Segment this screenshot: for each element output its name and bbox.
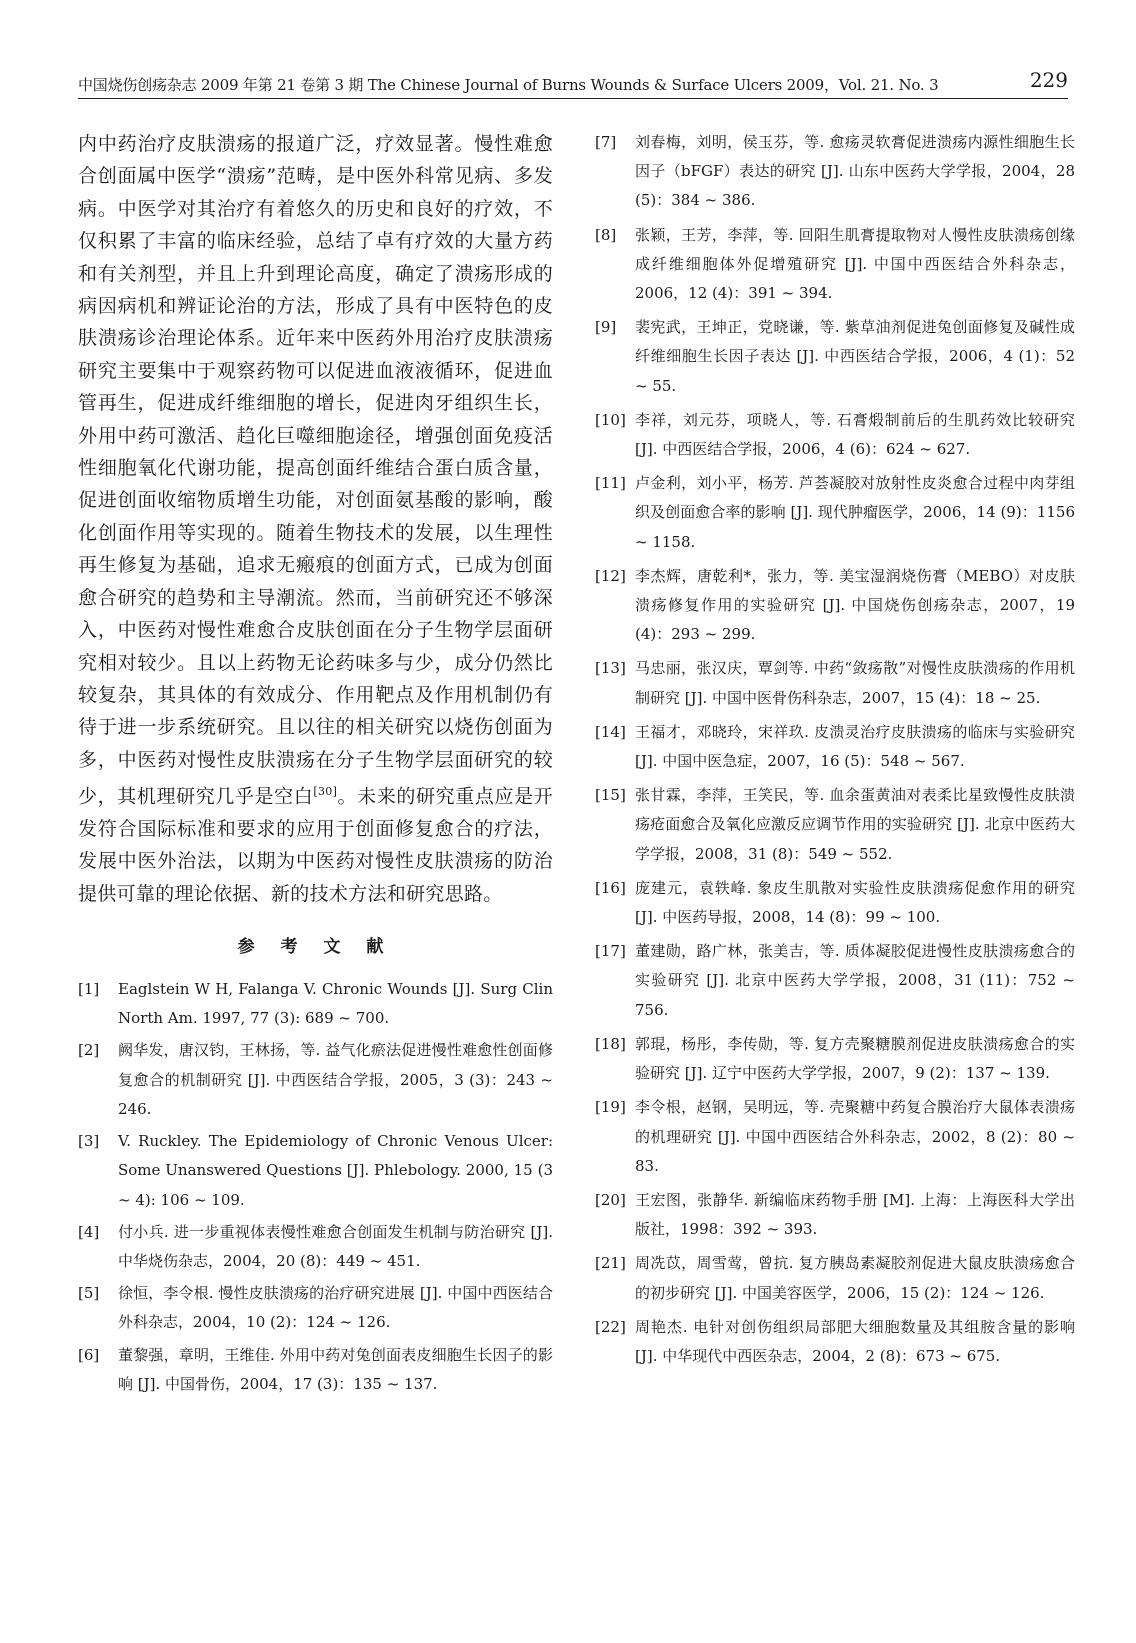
reference-item <box>595 781 1075 869</box>
citation-30: [30] <box>313 785 338 799</box>
reference-text: 李祥，刘元芬，项晓人，等. 石膏煅制前后的生肌药效比较研究 [J]. 中西医结合学报，2006，4 (6)：624 ~ 627. <box>635 410 1075 459</box>
reference-number: [12] <box>595 566 626 585</box>
reference-text: 张颖，王芳，李萍，等. 回阳生肌膏提取物对人慢性皮肤溃疡创缘成纤维细胞体外促增殖研究 [J]. 中国中西医结合外科杂志，2006，12 (4)：391 ~ 394. <box>635 225 1075 303</box>
reference-item <box>595 1249 1075 1307</box>
reference-item <box>595 313 1075 401</box>
reference-number: [8] <box>595 225 617 244</box>
reference-item <box>595 469 1075 557</box>
reference-item <box>595 406 1075 464</box>
body-paragraph-main: 内中药治疗皮肤溃疡的报道广泛，疗效显著。慢性难愈合创面属中医学“溃疡”范畴，是中医外科常见病、多发病。中医学对其治疗有着悠久的历史和良好的疗效，不仅积累了丰富的临床经验，总结了卓有疗效的大量方药和有关剂型，并且上升到理论高度，确定了溃疡形成的病因病机和辨证论治的方法，形成了具有中医特色的皮肤溃疡诊治理论体系。近年来中医药外用治疗皮肤溃疡研究主要集中于观察药物可以促进血液液循环，促进血管再生，促进成纤维细胞的增长，促进肉牙组织生长，外用中药可激活、趋化巨噬细胞途径，增强创面免疫活性细胞氧化代谢功能，提高创面纤维结合蛋白质含量，促进创面收缩物质增生功能，对创面氨基酸的影响，酸化创面作用等实现的。随着生物技术的发展，以生理性再生修复为基础，追求无瘢痕的创面方式，已成为创面愈合研究的趋势和主导潮流。然而，当前研究还不够深入，中医药对慢性难愈合皮肤创面在分子生物学层面研究相对较少。且以上药物无论药味多与少，成分仍然比较复杂，其具体的有效成分、作用靶点及作用机制仍有待于进一步系统研究。且以往的相关研究以烧伤创面为多，中医药对慢性皮肤溃疡在分子生物学层面研究的较少，其机理研究几乎是空白 <box>78 133 553 808</box>
reference-item <box>595 562 1075 650</box>
reference-number: [2] <box>78 1041 100 1060</box>
reference-item <box>78 1279 553 1337</box>
reference-number: [7] <box>595 133 617 151</box>
reference-text: V. Ruckley. The Epidemiology of Chronic Venous Ulcer: Some Unanswered Questions [J]. Phlebology. 2000, 15 (3 ~ 4): 106 ~ 109. <box>118 1132 553 1209</box>
running-title: 中国烧伤创疡杂志 2009 年第 21 卷第 3 期 The Chinese Journal of Burns Wounds & Surface Ulcers 2009，Vol. 21. No. 3 <box>78 76 939 94</box>
reference-number: [22] <box>595 1317 626 1336</box>
reference-number: [16] <box>595 878 626 897</box>
reference-text: 裴宪武，王坤正，党晓谦，等. 紫草油剂促进兔创面修复及碱性成纤维细胞生长因子表达 [J]. 中西医结合学报，2006，4 (1)：52 ~ 55. <box>635 318 1075 395</box>
reference-text: 周冼苡，周雪莺，曾抗. 复方胰岛素凝胶剂促进大鼠皮肤溃疡愈合的初步研究 [J]. 中国美容医学，2006，15 (2)：124 ~ 126. <box>635 1254 1075 1302</box>
reference-item <box>595 874 1075 932</box>
reference-number: [20] <box>595 1190 626 1209</box>
reference-text: 徐恒，李令根. 慢性皮肤溃疡的治疗研究进展 [J]. 中国中西医结合外科杂志，2004，10 (2)：124 ~ 126. <box>118 1284 553 1332</box>
reference-text: 王宏图，张静华. 新编临床药物手册 [M]. 上海：上海医科大学出版社，1998：392 ~ 393. <box>635 1190 1075 1239</box>
reference-number: [10] <box>595 410 626 429</box>
reference-number: [15] <box>595 786 626 805</box>
reference-item <box>595 1030 1075 1088</box>
right-column <box>595 128 1075 1376</box>
reference-text: 付小兵. 进一步重视体表慢性难愈合创面发生机制与防治研究 [J]. 中华烧伤杂志，2004，20 (8)：449 ~ 451. <box>118 1222 553 1270</box>
references-title: 参 考 文 献 <box>237 937 394 958</box>
reference-text: 张甘霖，李萍，王笑民，等. 血余蛋黄油对表柔比星致慢性皮肤溃疡疮面愈合及氧化应激反应调节作用的实验研究 [J]. 北京中医药大学学报，2008，31 (8)：549 ~ 552. <box>635 786 1075 863</box>
reference-text: 刘春梅，刘明，侯玉芬，等. 愈疡灵软膏促进溃疡内源性细胞生长因子（bFGF）表达的研究 [J]. 山东中医药大学学报，2004，28 (5)：384 ~ 386. <box>635 133 1075 210</box>
body-text <box>78 128 553 910</box>
reference-text: 卢金利，刘小平，杨芳. 芦荟凝胶对放射性皮炎愈合过程中肉芽组织及创面愈合率的影响 [J]. 现代肿瘤医学，2006，14 (9)：1156 ~ 1158. <box>635 474 1075 551</box>
reference-item <box>78 1341 553 1399</box>
reference-number: [1] <box>78 980 100 999</box>
reference-text: 李杰辉，唐乾利*，张力，等. 美宝湿润烧伤膏（MEBO）对皮肤溃疡修复作用的实验研究 [J]. 中国烧伤创疡杂志，2007，19 (4)：293 ~ 299. <box>635 566 1075 644</box>
reference-text: Eaglstein W H, Falanga V. Chronic Wounds [J]. Surg Clin North Am. 1997, 77 (3): 689 ~ 700. <box>118 980 553 1028</box>
reference-item <box>595 128 1075 216</box>
reference-item <box>595 1186 1075 1244</box>
reference-item <box>78 1218 553 1276</box>
body-paragraph-tail: 。未来的研究重点应是开发符合国际标准和要求的应用于创面修复愈合的疗法，发展中医外治法，以期为中医药对慢性皮肤溃疡的防治提供可靠的理论依据、新的技术方法和研究思路。 <box>78 785 553 905</box>
reference-item <box>78 975 553 1033</box>
reference-text: 马忠丽，张汉庆，覃剑等. 中药“敛疡散”对慢性皮肤溃疡的作用机制研究 [J]. 中国中医骨伤科杂志，2007，15 (4)：18 ~ 25. <box>635 659 1075 707</box>
reference-item <box>595 221 1075 309</box>
reference-text: 董建勋，路广林，张美吉，等. 质体凝胶促进慢性皮肤溃疡愈合的实验研究 [J]. 北京中医药大学学报，2008，31 (11)：752 ~ 756. <box>635 942 1075 1019</box>
reference-text: 庞建元，袁轶峰. 象皮生肌散对实验性皮肤溃疡促愈作用的研究 [J]. 中医药导报，2008，14 (8)：99 ~ 100. <box>635 878 1075 927</box>
reference-number: [5] <box>78 1284 100 1303</box>
reference-number: [14] <box>595 722 626 741</box>
reference-number: [21] <box>595 1254 626 1273</box>
body-paragraph <box>78 128 553 910</box>
running-header <box>78 70 1068 99</box>
reference-item <box>78 1127 553 1215</box>
reference-item <box>595 654 1075 712</box>
reference-number: [13] <box>595 659 626 678</box>
reference-item <box>595 937 1075 1025</box>
reference-number: [3] <box>78 1132 100 1151</box>
reference-text: 董黎强，章明，王维佳. 外用中药对兔创面表皮细胞生长因子的影响 [J]. 中国骨伤，2004，17 (3)：135 ~ 137. <box>118 1345 553 1393</box>
reference-item <box>78 1036 553 1124</box>
reference-number: [11] <box>595 474 626 493</box>
reference-number: [19] <box>595 1098 626 1117</box>
reference-number: [18] <box>595 1034 626 1053</box>
reference-item <box>595 1313 1075 1371</box>
reference-text: 阙华发，唐汉钧，王林扬，等. 益气化瘀法促进慢性难愈性创面修复愈合的机制研究 [J]. 中西医结合学报，2005，3 (3)：243 ~ 246. <box>118 1041 553 1118</box>
reference-number: [17] <box>595 942 626 961</box>
left-column <box>78 128 553 1402</box>
page-number: 229 <box>1029 68 1068 92</box>
reference-item <box>595 1093 1075 1181</box>
reference-number: [6] <box>78 1345 100 1364</box>
reference-number: [9] <box>595 318 617 337</box>
references-list-left <box>78 975 553 1399</box>
reference-text: 郭琨，杨彤，李传勋，等. 复方壳聚糖膜剂促进皮肤溃疡愈合的实验研究 [J]. 辽宁中医药大学学报，2007，9 (2)：137 ~ 139. <box>635 1034 1075 1083</box>
reference-item <box>595 718 1075 776</box>
reference-text: 周艳杰. 电针对创伤组织局部肥大细胞数量及其组胺含量的影响 [J]. 中华现代中西医杂志，2004，2 (8)：673 ~ 675. <box>635 1317 1075 1365</box>
reference-text: 王福才，邓晓玲，宋祥玖. 皮溃灵治疗皮肤溃疡的临床与实验研究 [J]. 中国中医急症，2007，16 (5)：548 ~ 567. <box>635 722 1075 771</box>
references-list-right <box>595 128 1075 1371</box>
reference-text: 李令根，赵钢，吴明远，等. 壳聚糖中药复合膜治疗大鼠体表溃疡的机理研究 [J]. 中国中西医结合外科杂志，2002，8 (2)：80 ~ 83. <box>635 1098 1075 1175</box>
reference-number: [4] <box>78 1222 100 1241</box>
